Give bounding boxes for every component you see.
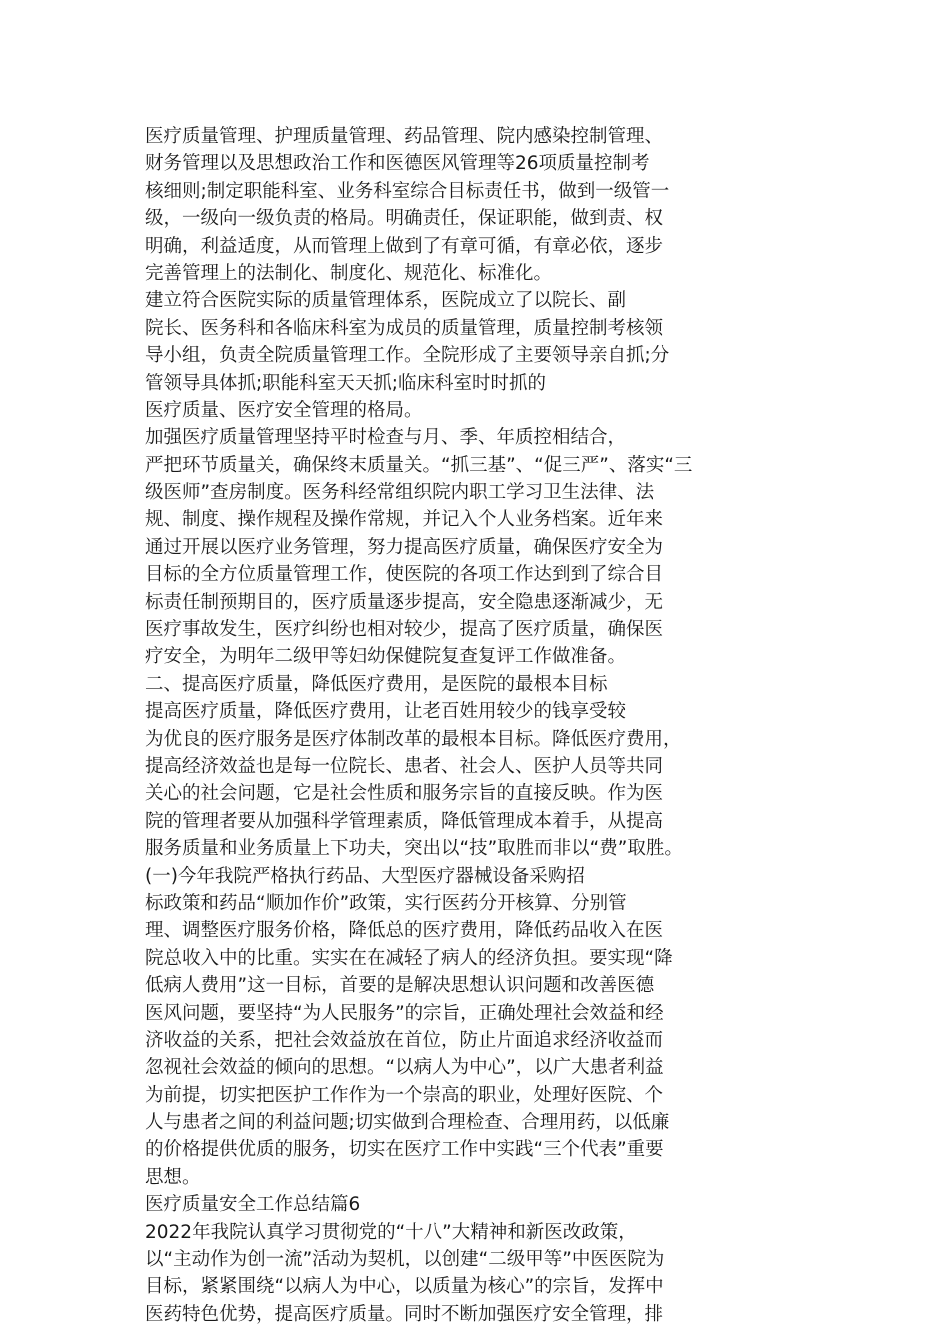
text-line: 医风问题，要坚持“为人民服务”的宗旨，正确处理社会效益和经 <box>145 1002 664 1024</box>
text-line: 核细则;制定职能科室、业务科室综合目标责任书，做到一级管一 <box>145 180 670 202</box>
text-line: 通过开展以医疗业务管理，努力提高医疗质量，确保医疗安全为 <box>145 536 664 558</box>
text-line: 管领导具体抓;职能科室天天抓;临床科室时时抓的 <box>145 372 546 394</box>
text-line: 为优良的医疗服务是医疗体制改革的最根本目标。降低医疗费用， <box>145 728 682 750</box>
text-line: 标责任制预期目的，医疗质量逐步提高，安全隐患逐渐减少，无 <box>145 591 664 613</box>
text-line: 以“主动作为创一流”活动为契机，以创建“二级甲等”中医医院为 <box>145 1249 665 1271</box>
text-line: 规、制度、操作规程及操作常规，并记入个人业务档案。近年来 <box>145 509 664 531</box>
text-line: 忽视社会效益的倾向的思想。“以病人为中心”，以广大患者利益 <box>145 1057 664 1079</box>
text-line: 建立符合医院实际的质量管理体系，医院成立了以院长、副 <box>145 290 627 312</box>
text-line: 严把环节质量关，确保终末质量关。“抓三基”、“促三严”、落实“三 <box>145 454 693 476</box>
text-line: 提高医疗质量，降低医疗费用，让老百姓用较少的钱享受较 <box>145 701 627 723</box>
text-line: 财务管理以及思想政治工作和医德医风管理等26项质量控制考 <box>145 153 650 175</box>
text-line: 导小组，负责全院质量管理工作。全院形成了主要领导亲自抓;分 <box>145 345 670 367</box>
text-line: 济收益的关系，把社会效益放在首位，防止片面追求经济收益而 <box>145 1029 664 1051</box>
text-line: 2022年我院认真学习贯彻党的“十八”大精神和新医改政策， <box>145 1221 637 1243</box>
text-line: 医疗质量管理、护理质量管理、药品管理、院内感染控制管理、 <box>145 126 664 147</box>
text-line: 医疗质量安全工作总结篇6 <box>145 1194 361 1216</box>
text-line: 院的管理者要从加强科学管理素质，降低管理成本着手，从提高 <box>145 810 664 832</box>
text-line: 思想。 <box>145 1166 201 1188</box>
text-line: 标政策和药品“顺加作价”政策，实行医药分开核算、分别管 <box>145 892 627 914</box>
text-line: 院总收入中的比重。实实在在减轻了病人的经济负担。要实现“降 <box>145 947 673 969</box>
text-line: 医疗质量、医疗安全管理的格局。 <box>145 399 423 421</box>
text-line: 医药特色优势，提高医疗质量。同时不断加强医疗安全管理，排 <box>145 1303 664 1325</box>
text-line: 目标的全方位质量管理工作，使医院的各项工作达到到了综合目 <box>145 564 664 586</box>
text-line: 完善管理上的法制化、制度化、规范化、标准化。 <box>145 262 553 284</box>
text-line: 的价格提供优质的服务，切实在医疗工作中实践“三个代表”重要 <box>145 1139 664 1161</box>
text-line: 服务质量和业务质量上下功夫，突出以“技”取胜而非以“费”取胜。 <box>145 838 683 860</box>
text-line: 人与患者之间的利益问题;切实做到合理检查、合理用药，以低廉 <box>145 1112 670 1134</box>
text-line: 加强医疗质量管理坚持平时检查与月、季、年质控相结合， <box>145 427 627 449</box>
text-line: 目标，紧紧围绕“以病人为中心，以质量为核心”的宗旨，发挥中 <box>145 1276 664 1298</box>
text-line: 提高经济效益也是每一位院长、患者、社会人、医护人员等共同 <box>145 755 664 777</box>
text-line: 二、提高医疗质量，降低医疗费用，是医院的最根本目标 <box>145 673 608 695</box>
text-line: 级，一级向一级负责的格局。明确责任，保证职能，做到责、权 <box>145 208 664 230</box>
text-line: 为前提，切实把医护工作作为一个崇高的职业，处理好医院、个 <box>145 1084 664 1106</box>
text-line: 疗安全，为明年二级甲等妇幼保健院复查复评工作做准备。 <box>145 646 627 668</box>
text-line: 医疗事故发生，医疗纠纷也相对较少，提高了医疗质量，确保医 <box>145 619 664 641</box>
text-line: 低病人费用”这一目标，首要的是解决思想认识问题和改善医德 <box>145 975 655 997</box>
text-line: 级医师”查房制度。医务科经常组织院内职工学习卫生法律、法 <box>145 482 655 504</box>
document-body <box>145 123 945 1328</box>
text-line: 关心的社会问题，它是社会性质和服务宗旨的直接反映。作为医 <box>145 783 664 805</box>
text-line: 理、调整医疗服务价格，降低总的医疗费用，降低药品收入在医 <box>145 920 664 942</box>
text-line: 明确，利益适度，从而管理上做到了有章可循，有章必依，逐步 <box>145 235 664 257</box>
text-line: (一)今年我院严格执行药品、大型医疗器械设备采购招 <box>145 865 585 887</box>
text-line: 院长、医务科和各临床科室为成员的质量管理，质量控制考核领 <box>145 317 664 339</box>
